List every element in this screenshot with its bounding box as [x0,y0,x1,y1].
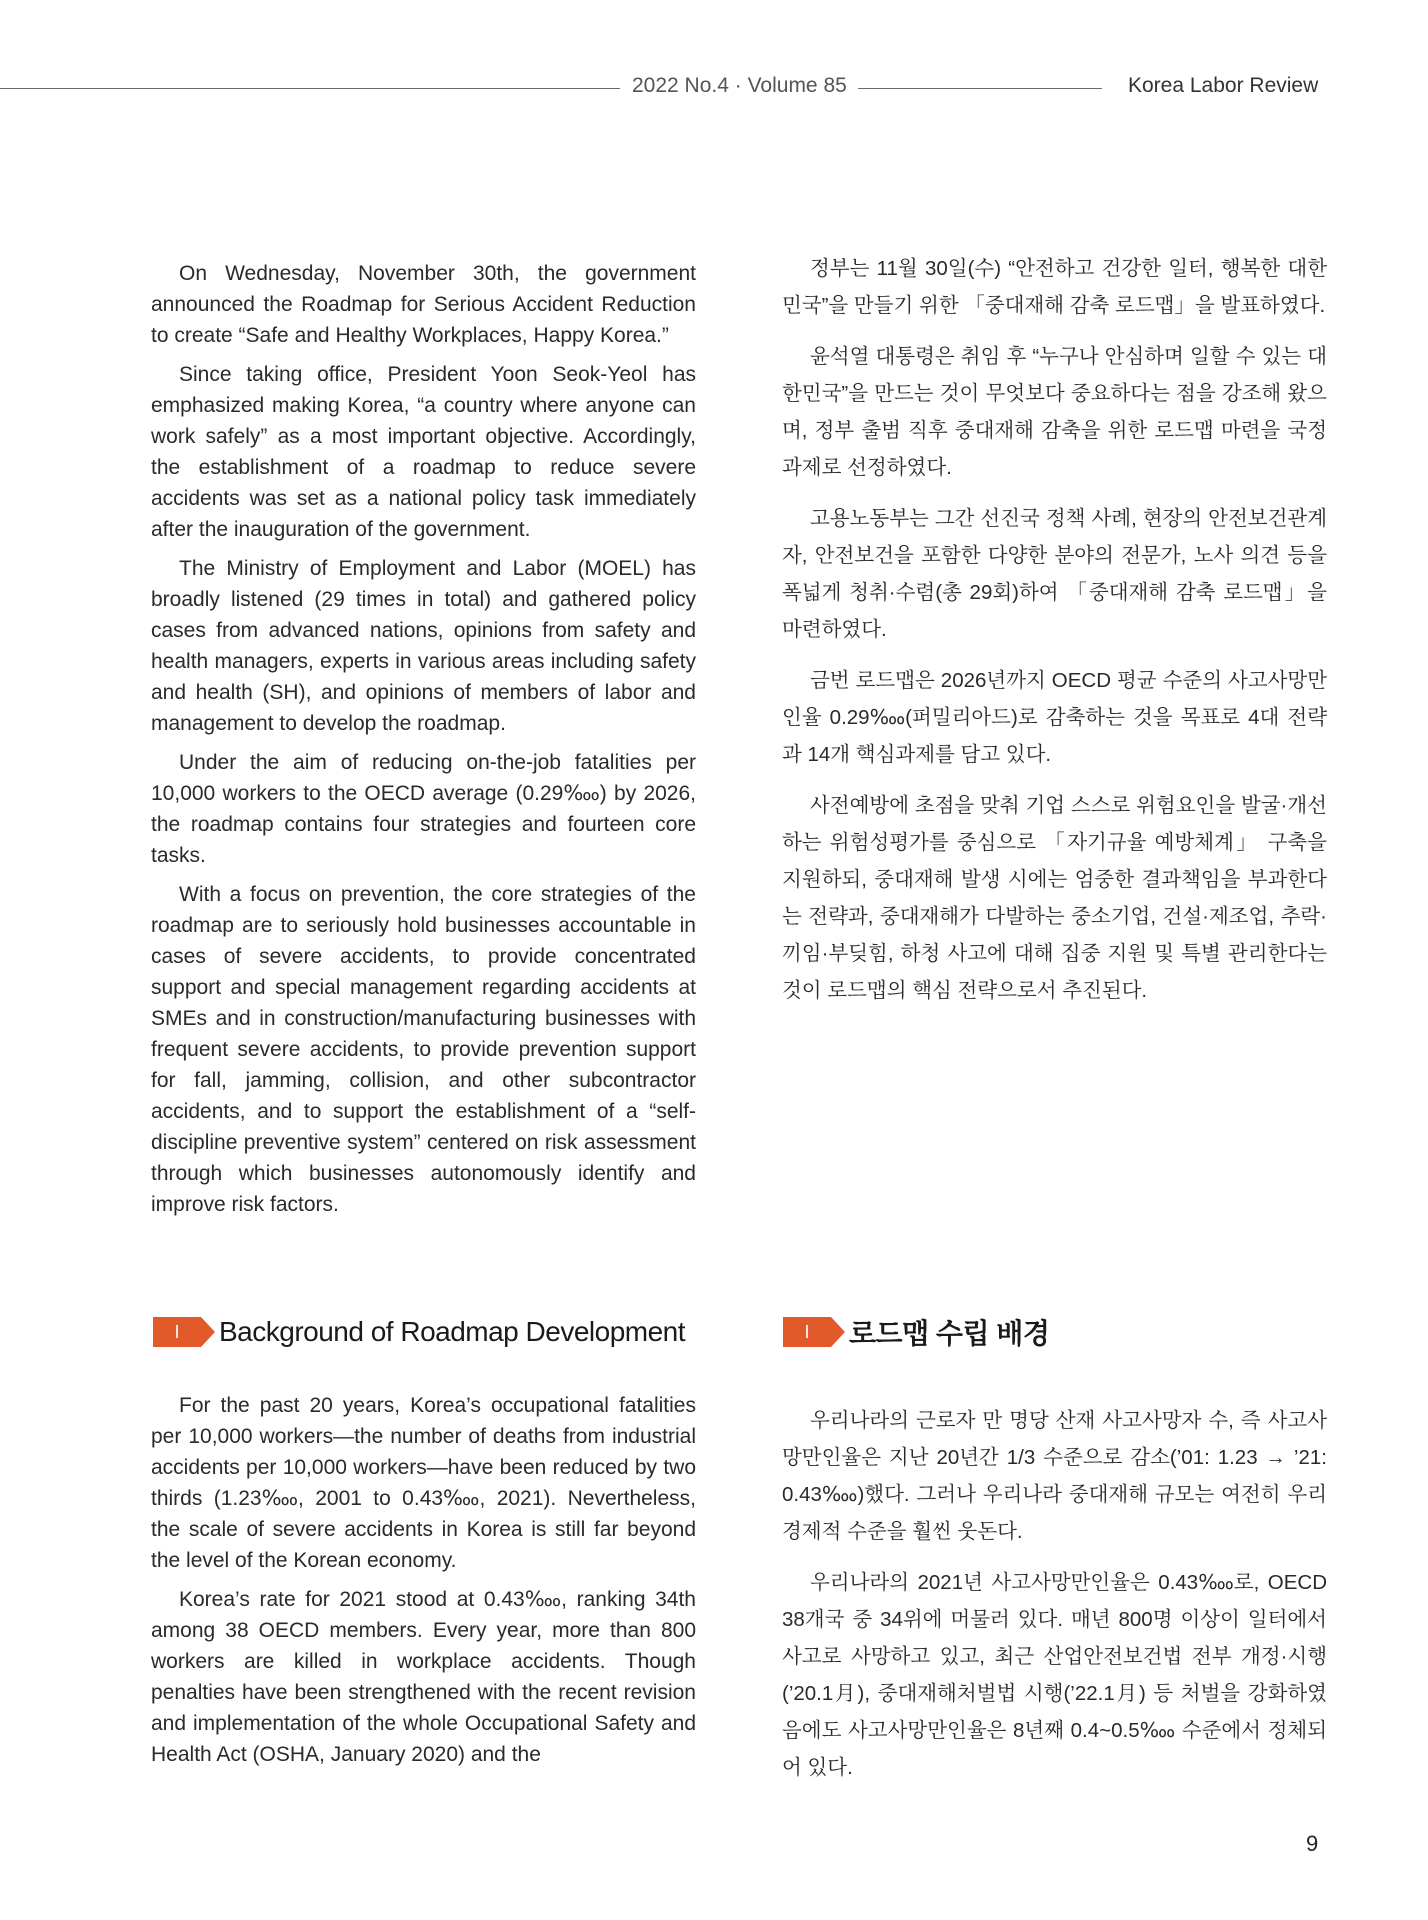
paragraph: For the past 20 years, Korea’s occupational fatalities per 10,000 workers—the number of deaths from industrial accidents per 10,000 workers—have been reduced by two thirds (1.23‱, 2001 to 0.43‱, 2021). Nevertheless, the scale of severe accidents in Korea is still far beyond the level of the Korean economy. [151,1394,696,1572]
section-number-badge: I [783,1317,831,1347]
korean-section-body [782,1402,1327,1800]
korean-intro [782,250,1327,1023]
section-title: Background of Roadmap Development [219,1316,686,1347]
english-section-heading [153,1312,685,1352]
header-rule-right [858,88,1102,89]
paragraph: 사전예방에 초점을 맞춰 기업 스스로 위험요인을 발굴·개선하는 위험성평가를 중심으로 「자기규율 예방체계」 구축을 지원하되, 중대재해 발생 시에는 엄중한 결과책임을 부과한다는 전략과, 중대재해가 다발하는 중소기업, 건설·제조업, 추락·끼임·부딪힘, 하청 사고에 대해 집중 지원 및 특별 관리한다는 것이 로드맵의 핵심 전략으로서 추진된다. [782,794,1327,1002]
paragraph: The Ministry of Employment and Labor (MOEL) has broadly listened (29 times in total) and gathered policy cases from advanced nations, opinions from safety and health managers, experts in various areas including safety and health (SH), and opinions of members of labor and management to develop the roadmap. [151,557,696,735]
paragraph: 우리나라의 2021년 사고사망만인율은 0.43‱로, OECD 38개국 중 34위에 머물러 있다. 매년 800명 이상이 일터에서 사고로 사망하고 있고, 최근 산업안전보건법 전부 개정·시행(’20.1月), 중대재해처벌법 시행(’22.1月) 등 처벌을 강화하였음에도 사고사망만인율은 8년째 0.4~0.5‱ 수준에서 정체되어 있다. [782,1571,1327,1779]
paragraph: Under the aim of reducing on-the-job fatalities per 10,000 workers to the OECD average (0.29‱) by 2026, the roadmap contains four strategies and fourteen core tasks. [151,751,696,867]
paragraph: 우리나라의 근로자 만 명당 산재 사고사망자 수, 즉 사고사망만인율은 지난 20년간 1/3 수준으로 감소(’01: 1.23 → ’21: 0.43‱)했다. 그러나 우리나라 중대재해 규모는 여전히 우리 경제적 수준을 훨씬 웃돈다. [782,1409,1327,1543]
section-title: 로드맵 수립 배경 [849,1318,1050,1349]
paragraph: Since taking office, President Yoon Seok-Yeol has emphasized making Korea, “a country where anyone can work safely” as a most important objective. Accordingly, the establishment of a roadmap to reduce severe accidents was set as a national policy task immediately after the inauguration of the government. [151,363,696,541]
page-number: 9 [1306,1831,1319,1856]
journal-title: Korea Labor Review [1128,74,1319,97]
english-section-body [151,1390,696,1778]
issue-label: 2022 No.4 · Volume 85 [632,74,847,97]
paragraph: 고용노동부는 그간 선진국 정책 사례, 현장의 안전보건관계자, 안전보건을 포함한 다양한 분야의 전문가, 노사 의견 등을 폭넓게 청취·수렴(총 29회)하여 「중대재해 감축 로드맵」을 마련하였다. [782,507,1327,641]
paragraph: 정부는 11월 30일(수) “안전하고 건강한 일터, 행복한 대한민국”을 만들기 위한 「중대재해 감축 로드맵」을 발표하였다. [782,257,1327,317]
header-rule-left [0,88,620,89]
paragraph: 금번 로드맵은 2026년까지 OECD 평균 수준의 사고사망만인율 0.29‱(퍼밀리아드)로 감축하는 것을 목표로 4대 전략과 14개 핵심과제를 담고 있다. [782,669,1327,766]
paragraph: Korea’s rate for 2021 stood at 0.43‱, ranking 34th among 38 OECD members. Every year, more than 800 workers are killed in workplace accidents. Though penalties have been strengthened with the recent revision and implementation of the whole Occupational Safety and Health Act (OSHA, January 2020) and the [151,1588,696,1766]
paragraph: With a focus on prevention, the core strategies of the roadmap are to seriously hold businesses accountable in cases of severe accidents, to provide concentrated support and special management regarding accidents at SMEs and in construction/manufacturing businesses with frequent severe accidents, to provide prevention support for fall, jamming, collision, and other subcontractor accidents, and to support the establishment of a “self-discipline preventive system” centered on risk assessment through which businesses autonomously identify and improve risk factors. [151,883,696,1216]
paragraph: On Wednesday, November 30th, the government announced the Roadmap for Serious Accident Reduction to create “Safe and Healthy Workplaces, Happy Korea.” [151,262,696,347]
section-number-badge: I [153,1317,201,1347]
paragraph: 윤석열 대통령은 취임 후 “누구나 안심하며 일할 수 있는 대한민국”을 만드는 것이 무엇보다 중요하다는 점을 강조해 왔으며, 정부 출범 직후 중대재해 감축을 위한 로드맵 마련을 국정과제로 선정하였다. [782,345,1327,479]
korean-section-heading [783,1312,1049,1352]
english-intro [151,258,696,1228]
